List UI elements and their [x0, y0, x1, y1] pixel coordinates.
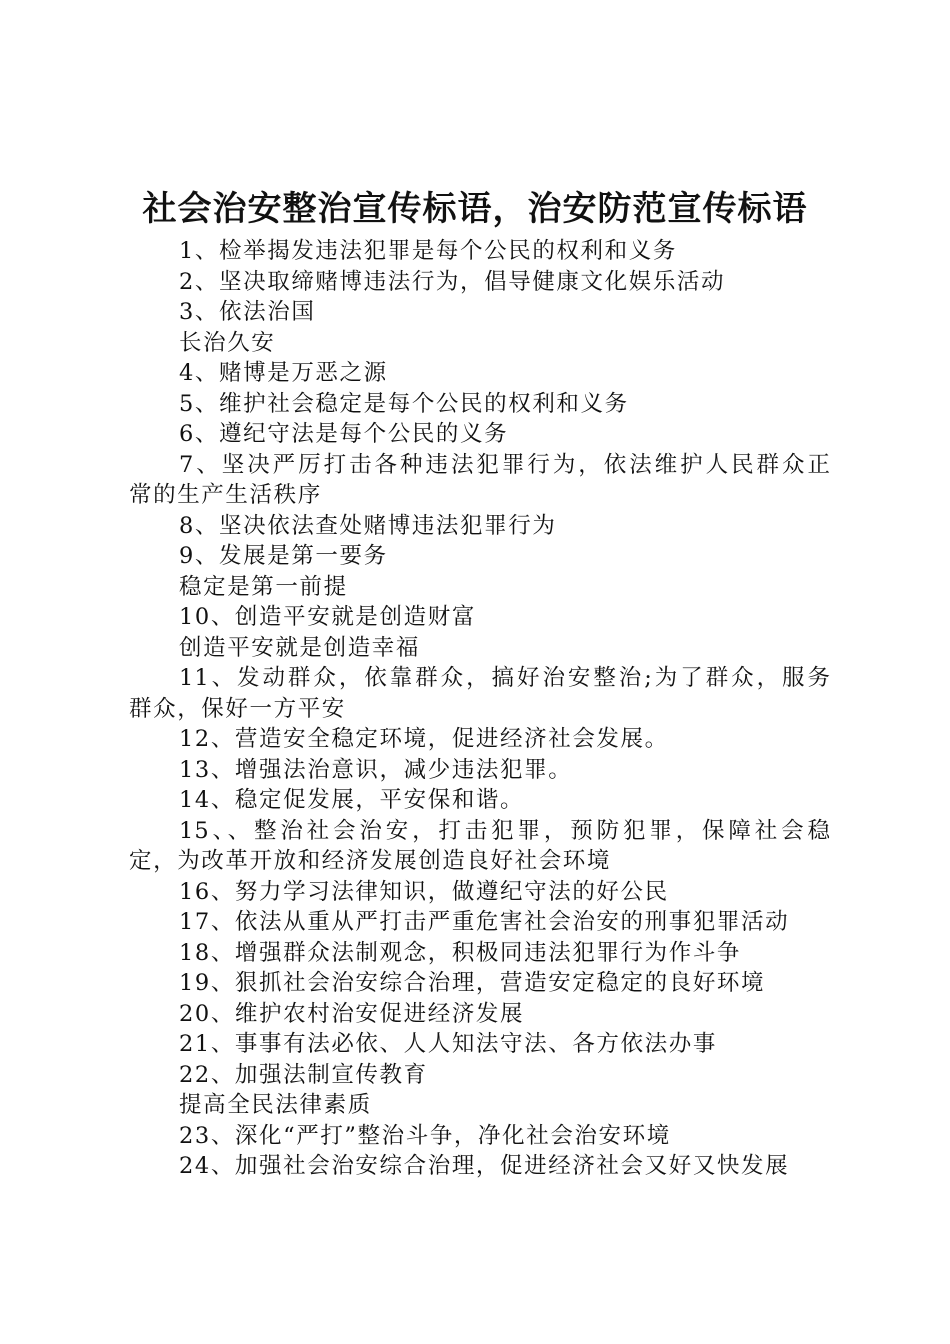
- slogan-line: 24、加强社会治安综合治理，促进经济社会又好又快发展: [179, 1153, 790, 1179]
- slogan-line: 9、发展是第一要务: [179, 543, 388, 569]
- slogan-line: 14、稳定促发展，平安保和谐。: [179, 787, 525, 813]
- slogan-line: 8、坚决依法查处赌博违法犯罪行为: [179, 512, 557, 539]
- slogan-line-continuation: 定，为改革开放和经济发展创造良好社会环境: [129, 848, 612, 874]
- slogan-line: 20、维护农村治安促进经济发展: [179, 1000, 525, 1027]
- slogan-line: 11、发动群众，依靠群众，搞好治安整治;为了群众，服务: [179, 665, 831, 691]
- slogan-line: 4、赌博是万恶之源: [179, 360, 388, 386]
- slogan-line: 提高全民法律素质: [179, 1092, 372, 1118]
- slogan-line: 3、依法治国: [179, 299, 316, 325]
- slogan-line: 创造平安就是创造幸福: [179, 634, 421, 661]
- slogan-line: 6、遵纪守法是每个公民的义务: [179, 421, 509, 447]
- slogan-line: 2、坚决取缔赌博违法行为，倡导健康文化娱乐活动: [179, 268, 726, 295]
- slogan-line: 17、依法从重从严打击严重危害社会治安的刑事犯罪活动: [179, 909, 790, 935]
- slogan-line: 21、事事有法必依、人人知法守法、各方依法办事: [179, 1031, 717, 1057]
- slogan-line-continuation: 群众，保好一方平安: [129, 695, 346, 722]
- document-title: 社会治安整治宣传标语，治安防范宣传标语: [142, 189, 808, 229]
- slogan-line: 18、增强群众法制观念，积极同违法犯罪行为作斗争: [179, 939, 742, 966]
- slogan-line: 7、坚决严厉打击各种违法犯罪行为，依法维护人民群众正: [179, 451, 831, 478]
- slogan-line: 5、维护社会稳定是每个公民的权利和义务: [179, 390, 629, 417]
- slogan-line: 1、检举揭发违法犯罪是每个公民的权利和义务: [179, 238, 677, 264]
- slogan-line: 稳定是第一前提: [179, 573, 348, 600]
- slogan-line: 10、创造平安就是创造财富: [179, 604, 476, 630]
- slogan-line: 23、深化“严打”整治斗争，净化社会治安环境: [179, 1122, 671, 1149]
- slogan-line: 22、加强法制宣传教育: [179, 1061, 428, 1088]
- slogan-line: 16、努力学习法律知识，做遵纪守法的好公民: [179, 878, 669, 905]
- slogan-line: 13、增强法治意识，减少违法犯罪。: [179, 756, 573, 783]
- slogan-line: 19、狠抓社会治安综合治理，营造安定稳定的良好环境: [179, 970, 766, 996]
- slogan-line: 12、营造安全稳定环境，促进经济社会发展。: [179, 726, 669, 752]
- slogan-line: 15、、整治社会治安，打击犯罪，预防犯罪，保障社会稳: [179, 817, 831, 844]
- slogan-list: [129, 236, 831, 1182]
- slogan-line: 长治久安: [179, 329, 276, 356]
- slogan-line-continuation: 常的生产生活秩序: [129, 482, 322, 508]
